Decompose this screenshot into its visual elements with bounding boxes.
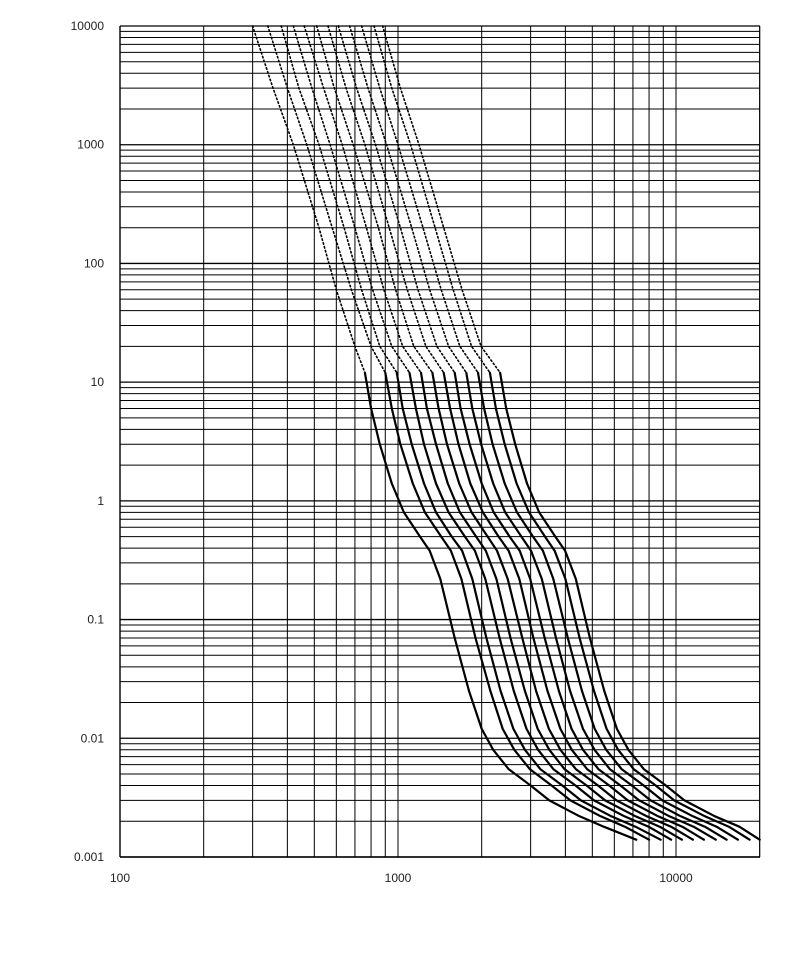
series-line-dotted (268, 26, 386, 373)
x-tick-label: 100 (109, 871, 131, 885)
series-line-solid (500, 373, 760, 840)
y-tick-label: 0.1 (87, 612, 104, 627)
series-line-solid (432, 373, 693, 840)
y-tick-label: 10 (90, 375, 104, 390)
series-line-dotted (281, 26, 397, 373)
y-tick-label: 1000 (77, 137, 104, 152)
series-line-dotted (362, 26, 478, 373)
y-tick-label: 100 (83, 256, 104, 271)
y-tick-label: 1 (97, 493, 104, 508)
series-line-dotted (383, 26, 501, 373)
series-line-solid (365, 373, 636, 840)
series-line-solid (478, 373, 738, 840)
chart-grid (120, 26, 760, 857)
x-tick-label: 1000 (384, 871, 412, 885)
series-line-dotted (350, 26, 467, 373)
series-line-solid (444, 373, 704, 840)
y-tick-label: 10000 (70, 19, 104, 33)
chart-series-group (253, 26, 760, 840)
series-line-solid (455, 373, 716, 840)
x-tick-label: 10000 (659, 871, 693, 885)
y-tick-label: 0.001 (73, 850, 104, 864)
y-tick-label: 0.01 (80, 731, 104, 746)
series-line-dotted (338, 26, 454, 373)
series-line-solid (421, 373, 682, 840)
